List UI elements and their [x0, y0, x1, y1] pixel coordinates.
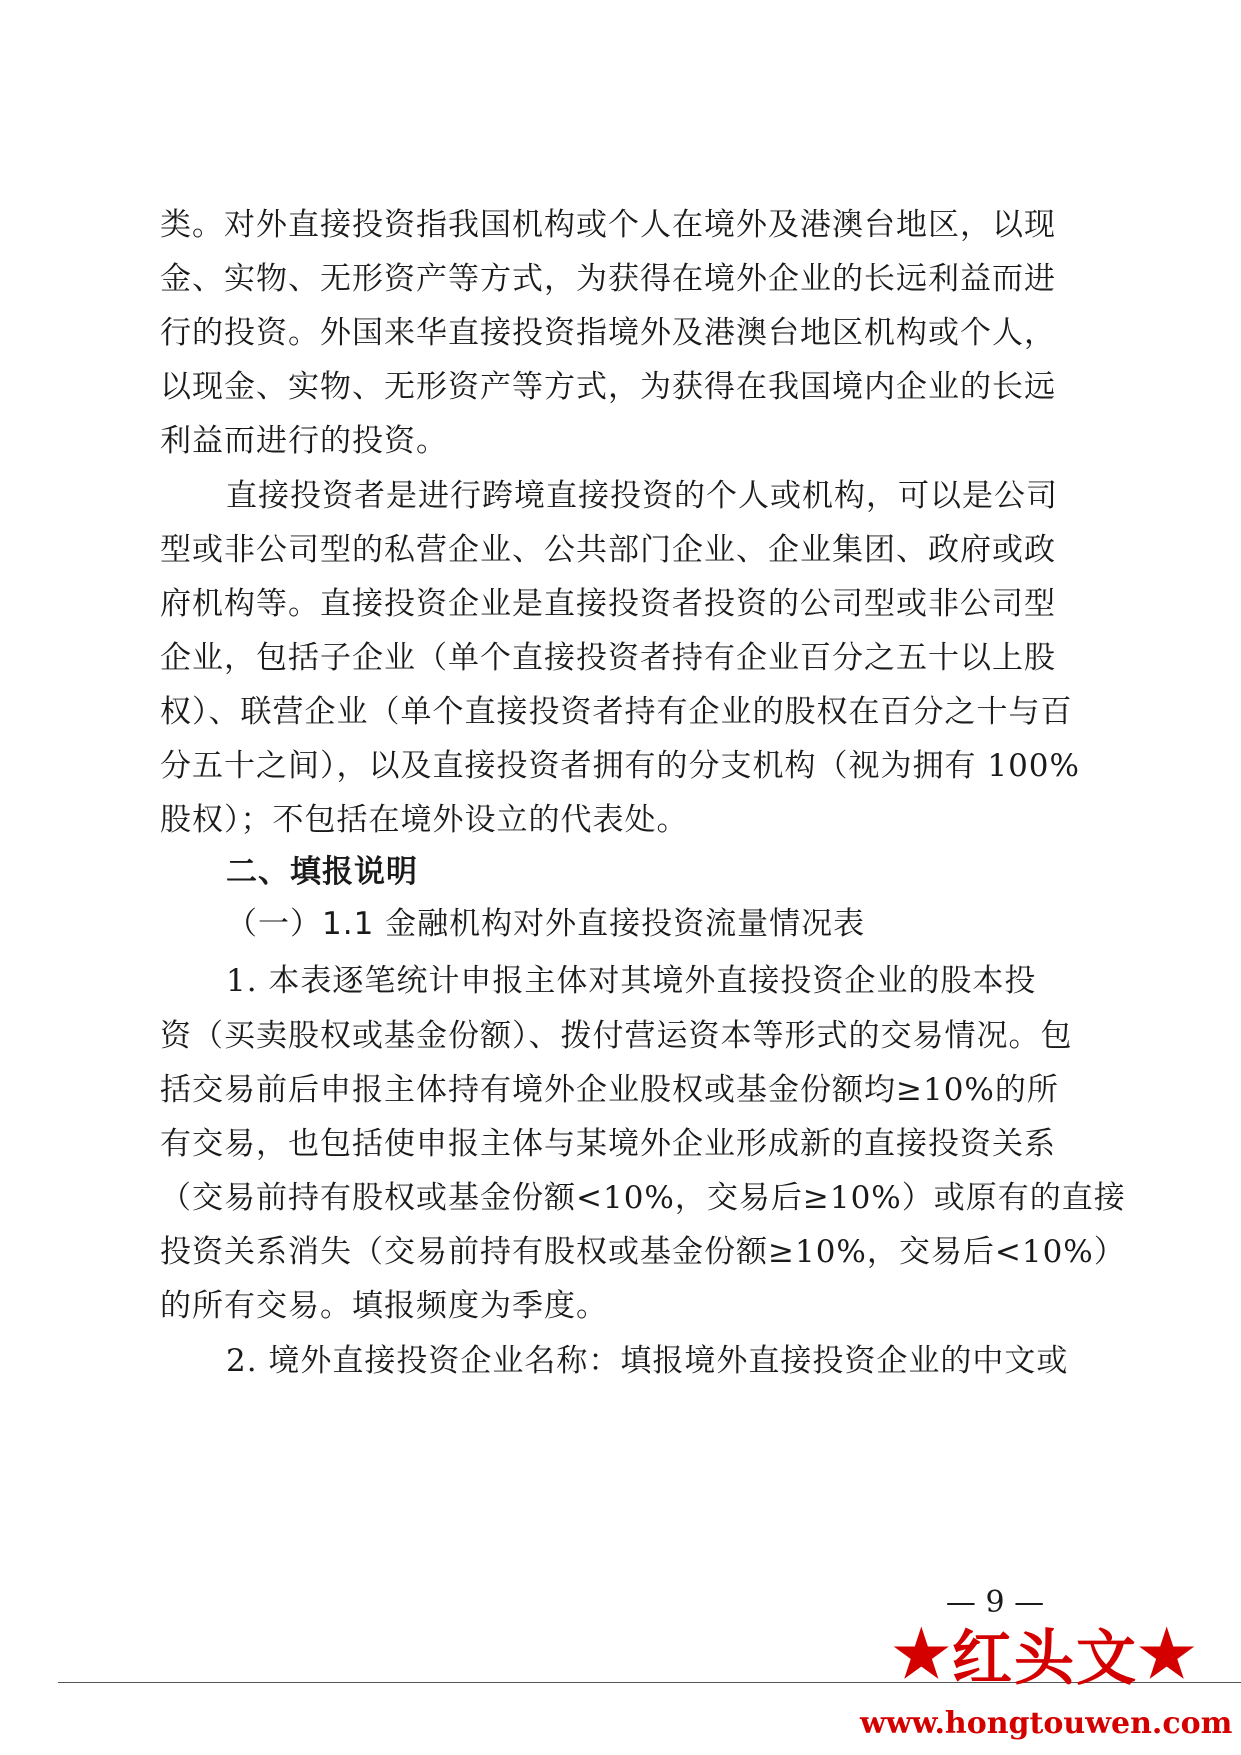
text-line: 资（买卖股权或基金份额）、拨付营运资本等形式的交易情况。包 — [160, 1018, 1073, 1054]
text-line: 的所有交易。填报频度为季度。 — [160, 1288, 608, 1324]
text-line: 金、实物、无形资产等方式，为获得在境外企业的长远利益而进 — [160, 261, 1056, 297]
star-icon: ★ — [892, 1616, 952, 1692]
page-number: — 9 — — [945, 1585, 1045, 1620]
subsection-heading: （一）1.1 金融机构对外直接投资流量情况表 — [226, 906, 866, 942]
watermark-text: 红头文 — [952, 1624, 1138, 1694]
text-line: 利益而进行的投资。 — [160, 423, 448, 459]
text-line: 权）、联营企业（单个直接投资者持有企业的股权在百分之十与百 — [160, 694, 1073, 730]
text-line: 2. 境外直接投资企业名称：填报境外直接投资企业的中文或 — [226, 1343, 1069, 1379]
text-line: 有交易，也包括使申报主体与某境外企业形成新的直接投资关系 — [160, 1126, 1056, 1162]
text-line: 行的投资。外国来华直接投资指境外及港澳台地区机构或个人， — [160, 315, 1056, 351]
text-line: 府机构等。直接投资企业是直接投资者投资的公司型或非公司型 — [160, 586, 1056, 622]
text-line: 以现金、实物、无形资产等方式，为获得在我国境内企业的长远 — [160, 369, 1056, 405]
text-line: 1. 本表逐笔统计申报主体对其境外直接投资企业的股本投 — [226, 963, 1037, 999]
text-line: 分五十之间），以及直接投资者拥有的分支机构（视为拥有 100% — [160, 748, 1080, 784]
watermark — [860, 1612, 1233, 1752]
text-line: 型或非公司型的私营企业、公共部门企业、企业集团、政府或政 — [160, 532, 1056, 568]
watermark-title — [860, 1612, 1230, 1696]
text-line: 直接投资者是进行跨境直接投资的个人或机构，可以是公司 — [226, 478, 1058, 514]
text-line: 企业，包括子企业（单个直接投资者持有企业百分之五十以上股 — [160, 640, 1056, 676]
section-heading: 二、填报说明 — [226, 854, 418, 890]
text-line: 类。对外直接投资指我国机构或个人在境外及港澳台地区，以现 — [160, 207, 1056, 243]
star-icon: ★ — [1138, 1616, 1198, 1692]
text-line: （交易前持有股权或基金份额<10%，交易后≥10%）或原有的直接 — [160, 1180, 1126, 1216]
text-line: 投资关系消失（交易前持有股权或基金份额≥10%，交易后<10%） — [160, 1234, 1126, 1270]
watermark-url: www.hongtouwen.com — [860, 1706, 1233, 1741]
text-line: 股权）；不包括在境外设立的代表处。 — [160, 802, 689, 838]
text-line: 括交易前后申报主体持有境外企业股权或基金份额均≥10%的所 — [160, 1072, 1059, 1108]
